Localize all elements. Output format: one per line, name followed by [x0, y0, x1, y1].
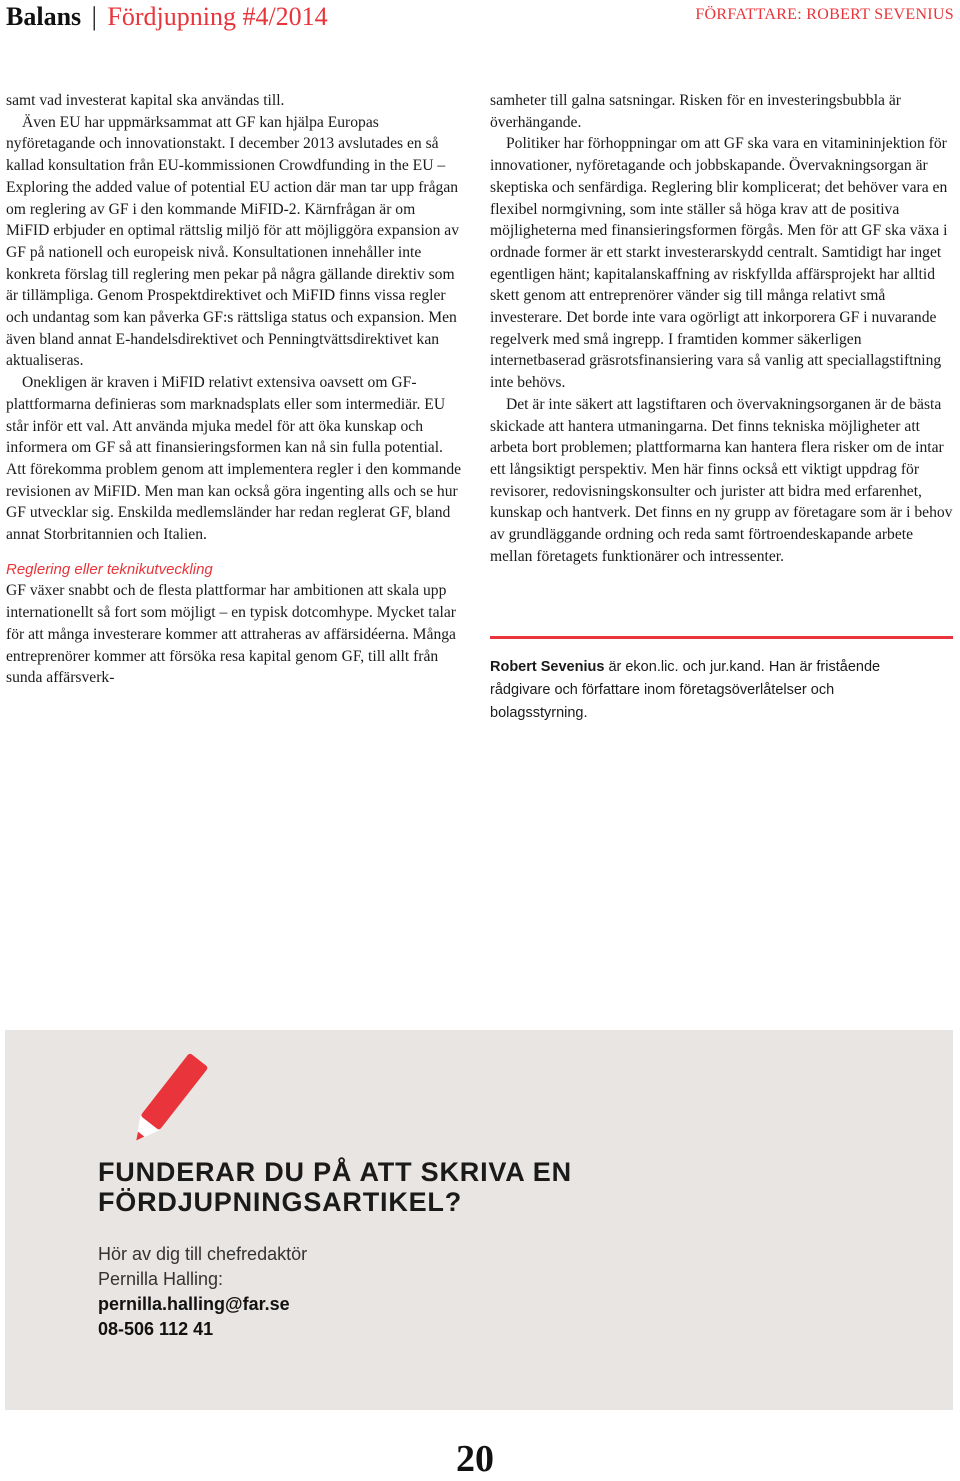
left-column	[6, 90, 462, 689]
page-number: 20	[456, 1438, 494, 1480]
body-paragraph: Onekligen är kraven i MiFID relativt extensiva oavsett om GF-plattformarna definieras som marknadsplats eller som intermediär. EU står inför ett val. Att använda mjuka medel för att öka kunskap och informera om GF så att finansieringsformen kan nå sin fulla potential. Att förekomma problem genom att implementera regler i den kommande revisionen av MiFID. Men man kan också göra ingenting alls och se hur GF utvecklar sig. Enskilda medlemsländer har redan reglerat GF, bland annat Storbritannien och Italien.	[6, 374, 462, 544]
cta-contact	[98, 1242, 698, 1342]
body-paragraph: Det är inte säkert att lagstiftaren och övervakningsorganen är de bästa skickade att hantera utmaningarna. Det finns tekniska möjligheter att arbeta bort problemen; plattformarna kan hantera flera risker om de intar ett långsiktigt perspektiv. Men här finns också ett viktigt uppdrag för revisorer, redovisningskonsulter och jurister att bidra med erfarenhet, kunskap och hantverk. Det finns en ny grupp av företagare som är i behov av grundläggande ordning och reda samt förtroendeskapande arbete mellan företagets funktionärer och intressenter.	[490, 395, 953, 565]
cta-heading: FUNDERAR DU PÅ ATT SKRIVA EN FÖRDJUPNINGSARTIKEL?	[98, 1157, 572, 1217]
body-paragraph: Även EU har uppmärksammat att GF kan hjälpa Europas nyföretagande och innovationstakt. I december 2013 avslutades en så kallad konsultation från EU-kommissionen Crowdfunding in the EU – Exploring the added value of potential EU action där man tar upp frågan om reglering av GF i den kommande MiFID-2. Kärnfrågan är om MiFID erbjuder en optimal rättslig miljö för att möjliggöra expansion av GF på nationell och europeisk nivå. Konsultationen innehåller inte konkreta förslag till reglering men pekar på några gällande direktiv som är tillämpliga. Genom Prospektdirektivet och MiFID finns vissa regler och undantag som kan påverka GF:s rättsliga status och expansion. Men även bland annat E-handelsdirektivet och Penningtvättsdirektivet kan aktualiseras.	[6, 113, 459, 370]
cta-line: Pernilla Halling:	[98, 1269, 224, 1289]
contact-phone[interactable]: 08-506 112 41	[98, 1319, 214, 1339]
issue-number: #4/2014	[242, 2, 328, 31]
page-header	[0, 0, 960, 40]
section-title: Fördjupning	[107, 2, 236, 31]
pencil-icon	[120, 1050, 210, 1155]
subheading: Reglering eller teknikutveckling	[6, 560, 213, 578]
body-paragraph: samheter till galna satsningar. Risken för en investeringsbubbla är överhängande.	[490, 92, 901, 131]
divider-rule	[490, 636, 953, 639]
cta-line: Hör av dig till chefredaktör	[98, 1244, 308, 1264]
author-bio	[490, 656, 930, 725]
masthead-separator: |	[91, 2, 97, 31]
author-bio-text: är ekon.lic. och jur.kand. Han är fristående rådgivare och författare inom företagsöverlåtelser och bolagsstyrning.	[490, 659, 881, 721]
brand-name: Balans	[6, 2, 82, 31]
body-paragraph: samt vad investerat kapital ska användas till.	[6, 92, 285, 109]
body-paragraph: Politiker har förhoppningar om att GF ska vara en vitamininjektion för innovationer, nyföretagande och jobbskapande. Övervakningsorgan är skeptiska och senfärdiga. Reglering blir komplicerat; det behöver vara en flexibel normgivning, som inte ställer så höga krav att de positiva möjligheterna med finansieringsformen förgås. Men för att GF ska växa i ordnade former är ett starkt investerarskydd centralt. Samtidigt har inget egentligen hänt; kapitalanskaffning av riskfyllda affärsprojekt har alltid skett genom att entreprenörer vänder sig till många relativt små investerare. Det borde inte vara ogörligt att inkorporera GF i nuvarande regelverk med små ingrepp. I framtiden kommer säkerligen internetbaserad gräsrotsfinansiering vara så vanlig att speciallagstiftning inte behövs.	[490, 135, 948, 392]
author-name: Robert Sevenius	[490, 659, 605, 675]
write-article-callout	[5, 1030, 953, 1410]
contact-email[interactable]: pernilla.halling@far.se	[98, 1294, 290, 1314]
right-column	[490, 90, 955, 567]
author-line: FÖRFATTARE: ROBERT SEVENIUS	[695, 6, 954, 23]
masthead	[6, 2, 328, 32]
body-paragraph: GF växer snabbt och de flesta plattformar har ambitionen att skala upp internationellt så fort som möjligt – en typisk dotcomhype. Mycket talar för att många investerare kommer att attraheras av affärsidéerna. Många entreprenörer kommer att försöka resa kapital genom GF, till allt från sunda affärsverk-	[6, 582, 456, 687]
